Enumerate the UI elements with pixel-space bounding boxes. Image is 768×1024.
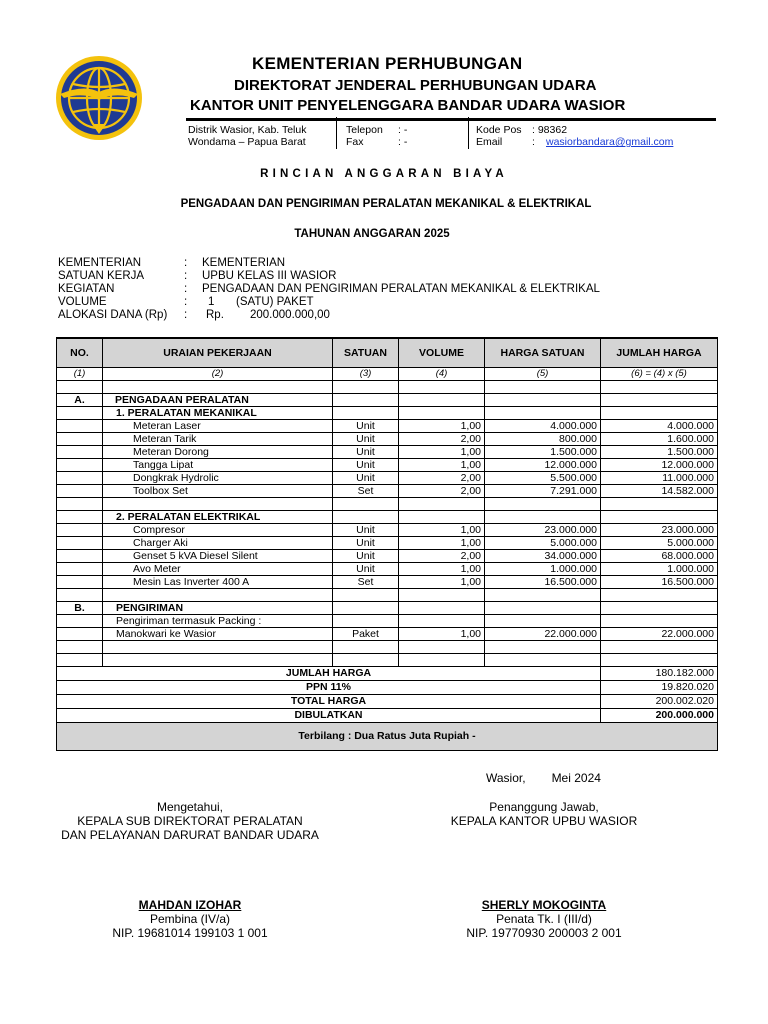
cell-satuan: Unit <box>333 549 399 562</box>
section-a-row <box>57 393 718 406</box>
cell-no <box>57 536 103 549</box>
sig-title: KEPALA KANTOR UPBU WASIOR <box>450 814 638 828</box>
cell-harga: 7.291.000 <box>485 484 601 497</box>
email-label: Email <box>476 136 503 148</box>
header-no: NO. <box>57 338 103 367</box>
jumlah-harga-value: 180.182.000 <box>601 666 718 680</box>
cell-jumlah: 16.500.000 <box>601 575 718 588</box>
cell-harga: 16.500.000 <box>485 575 601 588</box>
cell-volume: 1,00 <box>399 445 485 458</box>
table-row <box>57 471 718 484</box>
info-colon: : <box>184 296 188 308</box>
cell-volume: 2,00 <box>399 549 485 562</box>
cell-item: Avo Meter <box>103 562 333 575</box>
cell-volume: 1,00 <box>399 458 485 471</box>
document-subtitle: PENGADAAN DAN PENGIRIMAN PERALATAN MEKANIKAL & ELEKTRIKAL <box>180 198 592 210</box>
cell-satuan: Unit <box>333 523 399 536</box>
signature-left <box>40 800 340 842</box>
ministry-logo-icon <box>54 54 144 142</box>
cell-jumlah: 22.000.000 <box>601 627 718 640</box>
empty-row <box>57 588 718 601</box>
letterhead-phone-fax <box>346 124 407 148</box>
cell-item: Meteran Laser <box>103 419 333 432</box>
info-key: KEMENTERIAN <box>58 257 142 269</box>
total-harga-value: 200.002.020 <box>601 694 718 708</box>
cell-satuan: Unit <box>333 536 399 549</box>
info-colon: : <box>184 283 188 295</box>
cell-jumlah: 5.000.000 <box>601 536 718 549</box>
dibulatkan-label: DIBULATKAN <box>57 708 601 722</box>
cell-item: Compresor <box>103 523 333 536</box>
table-row <box>57 484 718 497</box>
cell-volume: 2,00 <box>399 471 485 484</box>
sig-title: DAN PELAYANAN DARURAT BANDAR UDARA <box>61 828 319 842</box>
colnum: (4) <box>399 367 485 380</box>
cell-no <box>57 471 103 484</box>
total-harga-row <box>57 694 718 708</box>
letterhead-postal-email <box>476 124 673 148</box>
signature-right-name <box>394 898 694 940</box>
cell-jumlah: 1.500.000 <box>601 445 718 458</box>
info-key: ALOKASI DANA (Rp) <box>58 309 168 321</box>
signature-right <box>394 800 694 828</box>
colnum: (1) <box>57 367 103 380</box>
colnum: (2) <box>103 367 333 380</box>
cell-satuan: Unit <box>333 471 399 484</box>
subsection-elektrikal-row <box>57 510 718 523</box>
cell-jumlah: 1.000.000 <box>601 562 718 575</box>
cell-harga: 5.000.000 <box>485 536 601 549</box>
cell-jumlah: 4.000.000 <box>601 419 718 432</box>
cell-satuan: Unit <box>333 445 399 458</box>
section-label: PENGIRIMAN <box>103 601 333 614</box>
cell-item: Charger Aki <box>103 536 333 549</box>
cell-item: Dongkrak Hydrolic <box>103 471 333 484</box>
cell-item: Meteran Dorong <box>103 445 333 458</box>
signature-left-name <box>40 898 340 940</box>
letterhead-ministry: KEMENTERIAN PERHUBUNGAN <box>252 54 523 73</box>
ppn-label: PPN 11% <box>57 680 601 694</box>
document-fiscal-year: TAHUNAN ANGGARAN 2025 <box>294 228 450 240</box>
cell-harga: 1.500.000 <box>485 445 601 458</box>
address-line-2: Wondama – Papua Barat <box>188 136 306 148</box>
place: Wasior, <box>486 771 526 785</box>
ppn-row <box>57 680 718 694</box>
postal-label: Kode Pos <box>476 124 522 136</box>
cell-harga: 4.000.000 <box>485 419 601 432</box>
header-volume: VOLUME <box>399 338 485 367</box>
cell-volume: 1,00 <box>399 575 485 588</box>
dibulatkan-value: 200.000.000 <box>601 708 718 722</box>
cell-jumlah: 11.000.000 <box>601 471 718 484</box>
table-row <box>57 445 718 458</box>
colnum: (6) = (4) x (5) <box>601 367 718 380</box>
sig-nip: NIP. 19770930 200003 2 001 <box>466 926 622 940</box>
cell-harga: 1.000.000 <box>485 562 601 575</box>
table-row <box>57 549 718 562</box>
cell-no <box>57 432 103 445</box>
table-row <box>57 562 718 575</box>
pengiriman-item-row <box>57 627 718 640</box>
budget-table <box>56 337 718 751</box>
cell-no <box>57 445 103 458</box>
info-value: UPBU KELAS III WASIOR <box>202 270 337 282</box>
cell-item: Mesin Las Inverter 400 A <box>103 575 333 588</box>
sig-rank: Penata Tk. I (III/d) <box>496 912 592 926</box>
info-key: KEGIATAN <box>58 283 115 295</box>
cell-item: Tangga Lipat <box>103 458 333 471</box>
cell-volume: 2,00 <box>399 484 485 497</box>
header-satuan: SATUAN <box>333 338 399 367</box>
colnum: (5) <box>485 367 601 380</box>
letterhead-office: KANTOR UNIT PENYELENGGARA BANDAR UDARA WASIOR <box>190 97 626 114</box>
pengiriman-desc-row <box>57 614 718 627</box>
table-row <box>57 458 718 471</box>
table-row <box>57 523 718 536</box>
cell-jumlah: 12.000.000 <box>601 458 718 471</box>
info-value-2: (SATU) PAKET <box>236 296 314 308</box>
cell-no <box>57 458 103 471</box>
sig-nip: NIP. 19681014 199103 1 001 <box>112 926 268 940</box>
sig-name: MAHDAN IZOHAR <box>138 898 242 912</box>
info-colon: : <box>184 309 188 321</box>
info-colon: : <box>184 257 188 269</box>
phone-label: Telepon <box>346 124 383 136</box>
cell-volume: 1,00 <box>399 536 485 549</box>
table-row <box>57 432 718 445</box>
document-title: RINCIAN ANGGARAN BIAYA <box>260 168 508 180</box>
cell-volume: 2,00 <box>399 432 485 445</box>
cell-satuan: Unit <box>333 432 399 445</box>
cell-satuan: Unit <box>333 419 399 432</box>
cell-jumlah: 1.600.000 <box>601 432 718 445</box>
cell-no <box>57 419 103 432</box>
section-label: PENGADAAN PERALATAN <box>103 393 333 406</box>
header-jumlah: JUMLAH HARGA <box>601 338 718 367</box>
table-header-row <box>57 338 718 367</box>
pengiriman-line-1: Pengiriman termasuk Packing : <box>103 614 333 627</box>
table-row <box>57 575 718 588</box>
cell-satuan: Unit <box>333 458 399 471</box>
empty-row <box>57 497 718 510</box>
jumlah-harga-label: JUMLAH HARGA <box>57 666 601 680</box>
column-number-row <box>57 367 718 380</box>
cell-volume: 1,00 <box>399 419 485 432</box>
info-value: 1 <box>208 296 215 308</box>
cell-jumlah: 23.000.000 <box>601 523 718 536</box>
table-row <box>57 419 718 432</box>
cell-harga: 12.000.000 <box>485 458 601 471</box>
cell-no <box>57 562 103 575</box>
header-uraian: URAIAN PEKERJAAN <box>103 338 333 367</box>
fax-label: Fax <box>346 136 364 148</box>
cell-satuan: Unit <box>333 562 399 575</box>
postal-value: : 98362 <box>532 124 568 136</box>
table-row <box>57 536 718 549</box>
cell-harga: 34.000.000 <box>485 549 601 562</box>
place-date <box>486 771 601 785</box>
cell-item: Meteran Tarik <box>103 432 333 445</box>
sig-intro: Penanggung Jawab, <box>489 800 599 814</box>
cell-volume: 1,00 <box>399 523 485 536</box>
cell-harga: 22.000.000 <box>485 627 601 640</box>
jumlah-harga-row <box>57 666 718 680</box>
empty-row <box>57 653 718 666</box>
cell-satuan: Set <box>333 575 399 588</box>
colnum: (3) <box>333 367 399 380</box>
info-colon: : <box>184 270 188 282</box>
contact-divider <box>468 117 469 149</box>
cell-harga: 23.000.000 <box>485 523 601 536</box>
info-value: KEMENTERIAN <box>202 257 286 269</box>
cell-no <box>57 523 103 536</box>
sig-intro: Mengetahui, <box>156 800 224 814</box>
info-value: Rp. <box>206 309 224 321</box>
contact-divider <box>336 117 337 149</box>
letterhead-address <box>188 124 306 148</box>
cell-satuan: Paket <box>333 627 399 640</box>
empty-row <box>57 640 718 653</box>
cell-no <box>57 484 103 497</box>
sig-title: KEPALA SUB DIREKTORAT PERALATAN <box>77 814 303 828</box>
fax-value: : - <box>398 136 408 148</box>
dibulatkan-row <box>57 708 718 722</box>
sig-name: SHERLY MOKOGINTA <box>481 898 607 912</box>
section-b-row <box>57 601 718 614</box>
section-no: B. <box>57 601 103 614</box>
date: Mei 2024 <box>551 771 601 785</box>
phone-value: : - <box>398 124 408 136</box>
info-key: VOLUME <box>58 296 107 308</box>
cell-no <box>57 575 103 588</box>
email-link[interactable]: wasiorbandara@gmail.com <box>546 136 674 148</box>
cell-jumlah: 14.582.000 <box>601 484 718 497</box>
cell-item: Toolbox Set <box>103 484 333 497</box>
cell-jumlah: 68.000.000 <box>601 549 718 562</box>
ppn-value: 19.820.020 <box>601 680 718 694</box>
subsection-mekanikal-row <box>57 406 718 419</box>
cell-harga: 800.000 <box>485 432 601 445</box>
section-no: A. <box>57 393 103 406</box>
subsection-label: 2. PERALATAN ELEKTRIKAL <box>103 510 333 523</box>
total-harga-label: TOTAL HARGA <box>57 694 601 708</box>
info-value-2: 200.000.000,00 <box>250 309 330 321</box>
info-key: SATUAN KERJA <box>58 270 145 282</box>
email-colon: : <box>532 136 535 148</box>
cell-volume: 1,00 <box>399 627 485 640</box>
empty-row <box>57 380 718 393</box>
cell-no <box>57 549 103 562</box>
cell-satuan: Set <box>333 484 399 497</box>
subsection-label: 1. PERALATAN MEKANIKAL <box>103 406 333 419</box>
letterhead-directorate: DIREKTORAT JENDERAL PERHUBUNGAN UDARA <box>234 77 597 94</box>
cell-volume: 1,00 <box>399 562 485 575</box>
cell-harga: 5.500.000 <box>485 471 601 484</box>
sig-rank: Pembina (IV/a) <box>149 912 231 926</box>
cell-item: Genset 5 kVA Diesel Silent <box>103 549 333 562</box>
terbilang-row <box>57 722 718 750</box>
terbilang-text: Terbilang : Dua Ratus Juta Rupiah - <box>57 722 718 750</box>
letterhead-divider <box>186 118 716 121</box>
address-line-1: Distrik Wasior, Kab. Teluk <box>188 124 307 136</box>
pengiriman-line-2: Manokwari ke Wasior <box>103 627 333 640</box>
info-value: PENGADAAN DAN PENGIRIMAN PERALATAN MEKANIKAL & ELEKTRIKAL <box>202 283 600 295</box>
header-harga: HARGA SATUAN <box>485 338 601 367</box>
